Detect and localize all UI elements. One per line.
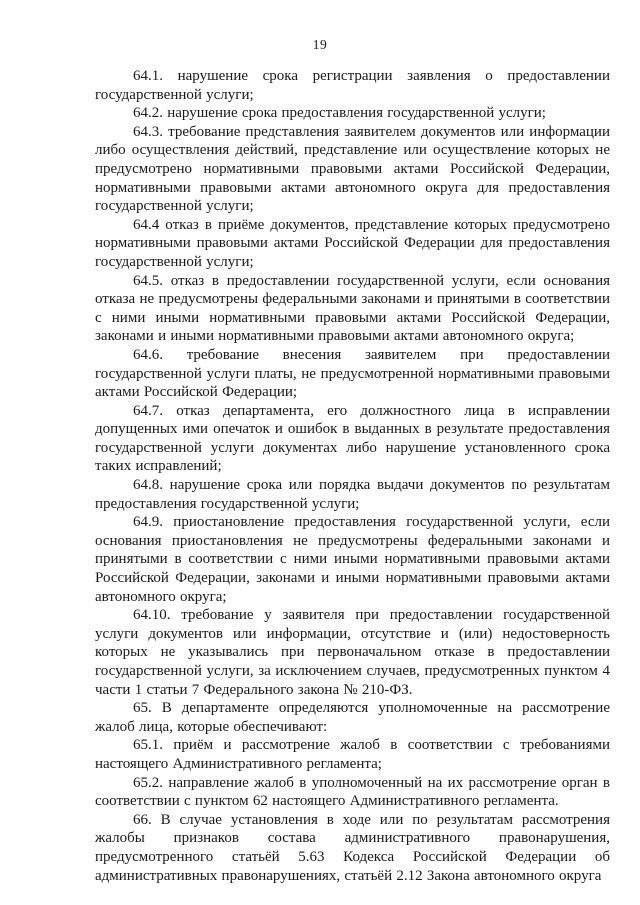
paragraph-64-9: 64.9. приостановление предоставления государственной услуги, если основания приостановления не предусмотрены федеральными законами и принятыми в соответствии с ними иными нормативными правовыми актами Российской Федерации, законами и иными нормативными правовыми актами автономного округа; [95,514,610,605]
paragraph-64-6: 64.6. требование внесения заявителем при предоставлении государственной услуги платы, не предусмотренной нормативными правовыми актами Российской Федерации; [95,346,610,401]
paragraph-64-3: 64.3. требование представления заявителем документов или информации либо осуществления действий, представление или осуществление которых не предусмотрено нормативными правовыми актами Российской Федерации, нормативными правовыми актами автономного округа для предоставления государственной услуги; [95,123,610,215]
paragraph-64-10: 64.10. требование у заявителя при предоставлении государственной услуги документов или информации, отсутствие и (или) недостоверность которых не указывались при первоначальном отказе в предоставлении государственной услуги, за исключением случаев, предусмотренных пунктом 4 части 1 статьи 7 Федерального закона № 210-ФЗ. [95,607,610,698]
paragraph-65-1: 65.1. приём и рассмотрение жалоб в соответствии с требованиями настоящего Административного регламента; [95,737,610,772]
paragraph-64-8: 64.8. нарушение срока или порядка выдачи документов по результатам предоставления государственной услуги; [95,477,610,512]
page-number: 19 [312,37,328,52]
document-body [95,67,610,885]
paragraph-64-1: 64.1. нарушение срока регистрации заявления о предоставлении государственной услуги; [95,68,610,103]
paragraph-64-7: 64.7. отказ департамента, его должностного лица в исправлении допущенных ими опечаток и ошибок в выданных в результате предоставления государственной услуги документах либо нарушение установленного срока таких исправлений; [95,402,610,475]
paragraph-66: 66. В случае установления в ходе или по результатам рассмотрения жалобы признаков состава административного правонарушения, предусмотренного статьёй 5.63 Кодекса Российской Федерации об административных правонарушениях, статьёй 2.12 Закона автономного округа [95,811,610,884]
paragraph-64-4: 64.4 отказ в приёме документов, представление которых предусмотрено нормативными правовыми актами Российской Федерации для предоставления государственной услуги; [95,216,610,270]
paragraph-64-2: 64.2. нарушение срока предоставления государственной услуги; [133,105,546,122]
paragraph-64-5: 64.5. отказ в предоставлении государственной услуги, если основания отказа не предусмотрены федеральными законами и принятыми в соответствии с ними иными нормативными правовыми актами Российской Федерации, законами и иными нормативными правовыми актами автономного округа; [95,272,610,345]
paragraph-65-2: 65.2. направление жалоб в уполномоченный на их рассмотрение орган в соответствии с пунктом 62 настоящего Административного регламента. [95,774,610,810]
paragraph-65: 65. В департаменте определяются уполномоченные на рассмотрение жалоб лица, которые обеспечивают: [95,700,610,735]
